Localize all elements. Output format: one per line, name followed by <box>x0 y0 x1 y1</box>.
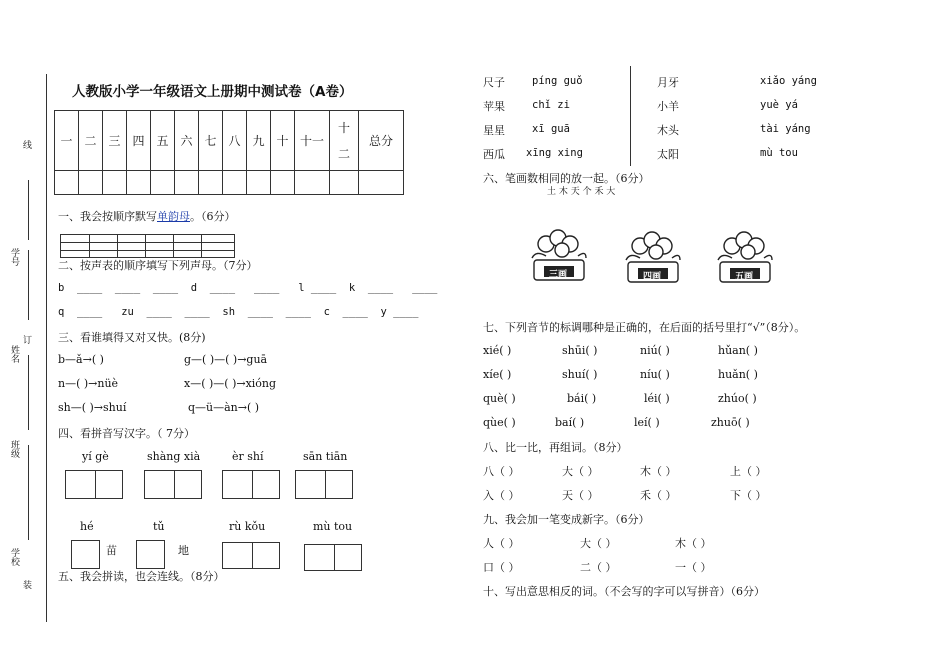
q5-pinyin: xiǎo yáng <box>760 75 817 87</box>
writing-box[interactable] <box>295 470 353 499</box>
score-header: 一 <box>55 111 79 171</box>
q8-item: 大（ ） <box>562 465 599 478</box>
q7-item: hǔan( ) <box>718 344 758 357</box>
q5-word: 小羊 <box>657 100 679 113</box>
score-cell[interactable] <box>330 171 359 195</box>
q5-pinyin: xī guā <box>532 123 570 135</box>
q7-item: què( ) <box>483 392 516 405</box>
q7-item: níu( ) <box>640 368 670 381</box>
score-cell[interactable] <box>223 171 247 195</box>
q3-item: b—ǎ→( ) <box>58 353 104 366</box>
score-cell[interactable] <box>127 171 151 195</box>
q4-pinyin: sān tiān <box>303 450 348 463</box>
q2-item: y <box>380 306 387 318</box>
margin-number-label: 学号 <box>9 248 19 266</box>
q2-item: l <box>298 282 305 294</box>
q2-text: 二、按声表的顺序填写下列声母。（7分） <box>58 259 258 272</box>
q7-item: leí( ) <box>634 416 660 429</box>
q7-item: shuí( ) <box>562 368 598 381</box>
score-cell[interactable] <box>199 171 223 195</box>
pot-label: 五画 <box>735 272 754 282</box>
q2-item: c <box>323 306 330 318</box>
q7-item: huǎn( ) <box>718 368 758 381</box>
q7-item: bái( ) <box>567 392 597 405</box>
q9-item: 木（ ） <box>675 537 712 550</box>
q2-item: b <box>58 282 65 294</box>
pot-label: 四画 <box>643 272 662 282</box>
margin-order-label: 订 <box>21 335 31 344</box>
writing-box[interactable] <box>304 544 362 571</box>
q8-item: 下（ ） <box>730 489 767 502</box>
q2-row2: q ____ zu ____ ____ sh ____ ____ c ____ y ____ <box>58 306 419 318</box>
q2-item: sh <box>222 306 236 318</box>
score-header: 三 <box>103 111 127 171</box>
score-header: 四 <box>127 111 151 171</box>
page-title: 人教版小学一年级语文上册期中测试卷（A卷） <box>72 84 353 100</box>
q7-item: zhúo( ) <box>718 392 757 405</box>
score-table <box>54 110 404 195</box>
score-cell[interactable] <box>79 171 103 195</box>
q10-text: 十、写出意思相反的词。（不会写的字可以写拼音）（6分） <box>483 585 765 598</box>
q3-text: 三、看谁填得又对又快。(8分) <box>58 331 206 344</box>
margin-underline <box>28 445 29 540</box>
writing-box[interactable] <box>222 542 280 569</box>
q2-item: zu <box>121 306 134 318</box>
margin-underline <box>28 250 29 320</box>
q1-suffix: 。（6分） <box>190 210 236 223</box>
q5-pinyin: yuè yá <box>760 99 798 111</box>
margin-bind-label: 装 <box>21 580 31 589</box>
q2-item: k <box>348 282 356 294</box>
q5-pinyin: mù tou <box>760 147 798 159</box>
score-cell[interactable] <box>271 171 295 195</box>
q4-pinyin: mù tou <box>313 520 353 533</box>
q5-word: 太阳 <box>657 148 679 161</box>
column-divider <box>630 66 631 166</box>
binding-line <box>46 74 47 622</box>
score-header: 五 <box>151 111 175 171</box>
q4-text: 四、看拼音写汉字。（ 7分） <box>58 427 195 440</box>
q5-pinyin: xīng xing <box>526 147 583 159</box>
score-header: 总分 <box>359 111 404 171</box>
q9-item: 人（ ） <box>483 537 520 550</box>
q4-pinyin: shàng xià <box>147 450 201 463</box>
q7-text: 七、下列音节的标调哪种是正确的，在后面的括号里打“√”（8分）。 <box>483 321 806 334</box>
writing-box[interactable] <box>65 470 123 499</box>
score-header-twelve: 十二 <box>337 120 350 161</box>
score-cell[interactable] <box>151 171 175 195</box>
q7-item: shūi( ) <box>562 344 598 357</box>
score-cell[interactable] <box>175 171 199 195</box>
q3-item: x—( )—( )→xióng <box>184 377 277 390</box>
q5-pinyin: tài yáng <box>760 123 811 135</box>
margin-name-label: 姓名 <box>9 345 19 363</box>
score-cell[interactable] <box>247 171 271 195</box>
q8-item: 入（ ） <box>483 489 520 502</box>
q6-chars: 土 木 天 个 禾 大 <box>547 187 616 197</box>
q2-item: q <box>58 306 65 318</box>
q1-link[interactable]: 单韵母 <box>157 210 190 223</box>
score-cell[interactable] <box>103 171 127 195</box>
q7-item: baí( ) <box>555 416 585 429</box>
q5-pinyin: píng guǒ <box>532 75 583 87</box>
q5-word: 尺子 <box>483 76 505 89</box>
score-header: 十一 <box>295 111 330 171</box>
score-header: 二 <box>79 111 103 171</box>
writing-grid[interactable] <box>60 234 235 258</box>
pot-label: 三画 <box>549 270 568 280</box>
score-cell[interactable] <box>359 171 404 195</box>
score-header: 七 <box>199 111 223 171</box>
writing-box[interactable] <box>71 540 100 569</box>
q2-row1: b ____ ____ ____ d ____ ____ l ____ k ____ ____ <box>58 282 438 294</box>
q7-item: qùe( ) <box>483 416 516 429</box>
q6-text: 六、笔画数相同的放一起。（6分） <box>483 172 650 185</box>
score-header: 六 <box>175 111 199 171</box>
q7-item: xié( ) <box>483 344 512 357</box>
q5-word: 西瓜 <box>483 148 505 161</box>
q4-pinyin: tǔ <box>153 520 165 533</box>
q9-item: 口（ ） <box>483 561 520 574</box>
q5-text: 五、我会拼读，也会连线。（8分） <box>58 570 225 583</box>
q8-item: 天（ ） <box>562 489 599 502</box>
q2-item: d <box>190 282 198 294</box>
writing-box[interactable] <box>136 540 165 569</box>
score-header: 十 <box>271 111 295 171</box>
q4-pinyin: hé <box>80 520 94 533</box>
margin-class-label: 班级 <box>9 440 19 458</box>
margin-underline <box>28 355 29 430</box>
q8-item: 禾（ ） <box>640 489 677 502</box>
margin-underline <box>28 180 29 240</box>
q8-item: 木（ ） <box>640 465 677 478</box>
score-header: 八 <box>223 111 247 171</box>
margin-line-label: 线 <box>21 140 31 149</box>
q9-item: 一（ ） <box>675 561 712 574</box>
score-cell[interactable] <box>295 171 330 195</box>
q4-char: 苗 <box>106 544 117 557</box>
q3-item: q—ü—àn→( ) <box>188 401 260 414</box>
q1-text <box>58 208 236 224</box>
q9-text: 九、我会加一笔变成新字。（6分） <box>483 513 650 526</box>
q8-item: 上（ ） <box>730 465 767 478</box>
score-header <box>330 111 359 171</box>
q4-pinyin: èr shí <box>232 450 264 463</box>
margin-school-label: 学校 <box>9 548 19 566</box>
score-cell[interactable] <box>55 171 79 195</box>
q4-char: 地 <box>178 544 189 557</box>
q9-item: 大（ ） <box>580 537 617 550</box>
q7-item: léi( ) <box>644 392 670 405</box>
q8-item: 八（ ） <box>483 465 520 478</box>
q7-item: xíe( ) <box>483 368 512 381</box>
q7-item: zhuō( ) <box>711 416 750 429</box>
q4-pinyin: yí gè <box>82 450 109 463</box>
q7-item: niú( ) <box>640 344 670 357</box>
q4-pinyin: rù kǒu <box>229 520 266 533</box>
q5-pinyin: chǐ zi <box>532 99 570 111</box>
q8-text: 八、比一比，再组词。（8分） <box>483 441 628 454</box>
writing-box[interactable] <box>144 470 202 499</box>
q1-prefix: 一、我会按顺序默写 <box>58 210 157 223</box>
writing-box[interactable] <box>222 470 280 499</box>
q5-word: 木头 <box>657 124 679 137</box>
q5-word: 月牙 <box>657 76 679 89</box>
q3-item: sh—( )→shuí <box>58 401 127 414</box>
q5-word: 苹果 <box>483 100 505 113</box>
q3-item: n—( )→nüè <box>58 377 119 390</box>
q5-word: 星星 <box>483 124 505 137</box>
q9-item: 二（ ） <box>580 561 617 574</box>
q3-item: g—( )—( )→guā <box>184 353 268 366</box>
score-header: 九 <box>247 111 271 171</box>
